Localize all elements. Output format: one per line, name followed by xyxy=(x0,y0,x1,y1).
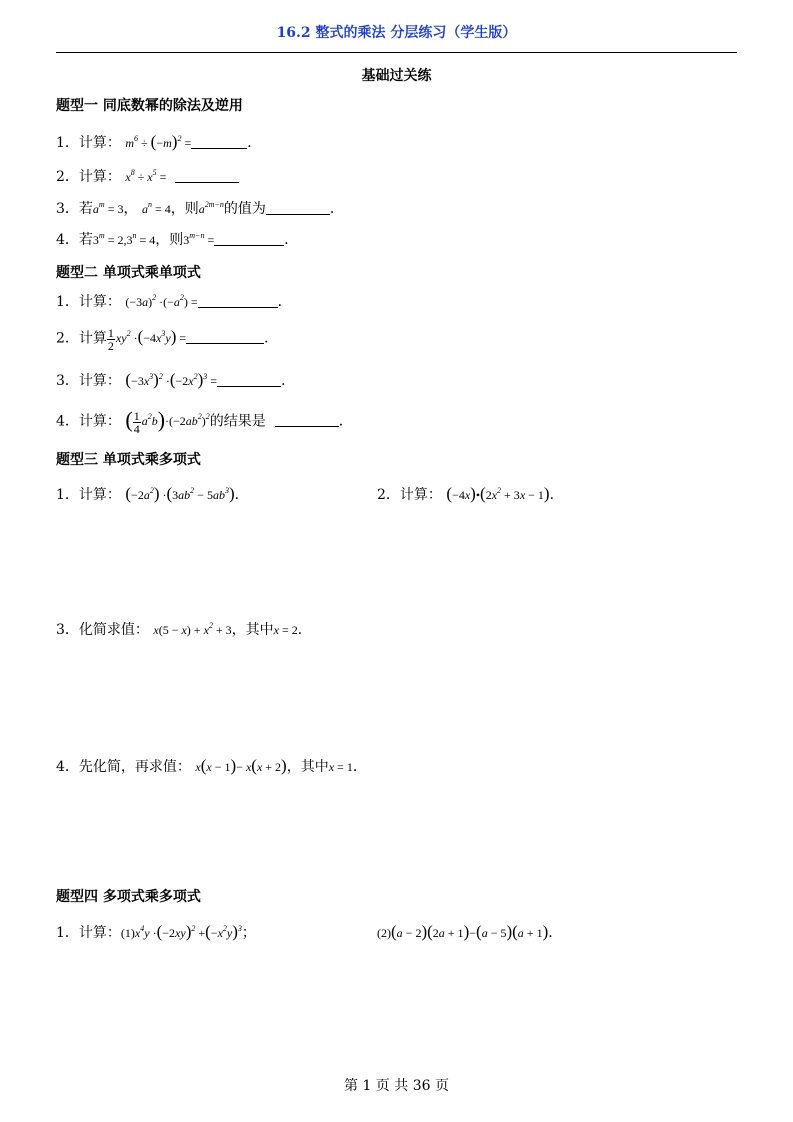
question-number: 3． xyxy=(56,373,79,389)
part-label: (1) xyxy=(120,926,135,940)
math-expression: x = 2 xyxy=(273,623,298,637)
math-expression: $a^{2m-n}$ xyxy=(198,200,224,216)
t3-question-3: 3．化简求值： $x(5 - x) + x^2 + 3$，其中x = 2． xyxy=(56,621,312,638)
section-title: 基础过关练 xyxy=(361,68,432,84)
math-expression: $(-4x)•(2x^2 + 3x - 1)$ xyxy=(446,484,550,503)
t3-question-2: 2．计算： $(-4x)•(2x^2 + 3x - 1)$． xyxy=(377,484,564,503)
answer-blank[interactable] xyxy=(186,329,264,344)
t2-question-2: 2．计算 $\frac{1}{2}$ $xy^2 \cdot(-4x^3y)$ = ． xyxy=(56,326,279,353)
answer-blank[interactable] xyxy=(266,200,330,215)
question-lead: 计算 xyxy=(78,330,107,347)
t2-question-4: 4．计算： ( $\frac{1}{4}$ $a^2b)\cdot(-2ab^2)^2$的结果是 ． xyxy=(56,407,353,436)
math-expression: x(x − 1)− x(x + 2) xyxy=(195,756,287,775)
t3-question-1: 1．计算： $(-2a^2) \cdot(3ab^2 - 5ab^3)$． xyxy=(56,484,249,503)
part-label: (2) xyxy=(377,926,391,940)
math-expression: $a^m = 3$ xyxy=(92,200,124,216)
t4-question-1-part-2: (2)(a − 2)(2a + 1)−(a − 5)(a + 1)． xyxy=(377,922,563,941)
question-number: 3． xyxy=(56,201,79,217)
answer-blank[interactable] xyxy=(191,134,247,149)
question-text: ，则 xyxy=(155,232,184,248)
question-lead: 若 xyxy=(78,232,93,248)
question-text: ， xyxy=(123,201,138,217)
question-number: 2． xyxy=(56,169,79,185)
question-text: 的结果是 xyxy=(209,413,266,430)
t3-question-4: 4．先化简，再求值： x(x − 1)− x(x + 2)，其中x = 1． xyxy=(56,756,367,775)
answer-blank[interactable] xyxy=(198,293,278,308)
question-number: 1． xyxy=(56,135,79,151)
fraction-one-quarter: $\frac{1}{4}$ xyxy=(133,409,140,436)
page-footer: 第 1 页 共 36 页 xyxy=(344,1078,449,1094)
question-lead: 计算： xyxy=(399,487,442,503)
question-lead: 计算： xyxy=(78,925,121,941)
t1-question-3: 3．若$a^m = 3$， $a^n = 4$，则$a^{2m-n}$的值为 ． xyxy=(56,200,344,217)
math-expression: $(-3x^3)^2 \cdot(-2x^2)^3$ = xyxy=(125,370,218,389)
question-lead: 计算： xyxy=(78,487,121,503)
math-expression: (a − 2)(2a + 1)−(a − 5)(a + 1) xyxy=(391,922,549,941)
math-expression: x = 1 xyxy=(328,760,353,774)
question-lead: 化简求值： xyxy=(78,622,149,638)
answer-blank[interactable] xyxy=(214,231,284,246)
math-expression: $x^4y \cdot(-2xy)^2 +(-x^2y)^3$ xyxy=(134,922,242,941)
math-expression: $3^m = 2,3^n = 4$ xyxy=(92,231,156,247)
question-type-3: 题型三 单项式乘多项式 xyxy=(56,452,201,468)
question-number: 3． xyxy=(56,622,79,638)
t1-question-2 xyxy=(56,167,239,187)
t1-question-4: 4．若$3^m = 2,3^n = 4$，则$3^{m-n}$ = ． xyxy=(56,231,299,248)
answer-blank[interactable] xyxy=(217,372,281,387)
question-lead: 计算： xyxy=(78,413,121,430)
question-text: ，其中 xyxy=(286,759,329,775)
question-type-4: 题型四 多项式乘多项式 xyxy=(56,889,201,905)
math-expression: ( $\frac{1}{4}$ $a^2b)\cdot(-2ab^2)^2$ xyxy=(125,407,210,436)
math-expression: $x^8 \div x^5$ = xyxy=(125,168,167,184)
math-expression: $x(5 - x) + x^2 + 3$ xyxy=(153,621,232,637)
question-number: 1． xyxy=(56,925,79,941)
question-lead: 计算： xyxy=(78,373,121,389)
math-expression: $\frac{1}{2}$ $xy^2 \cdot(-4x^3y)$ = xyxy=(107,326,187,353)
t4-question-1: 1．计算：$(1)x^4y \cdot(-2xy)^2 +(-x^2y)^3$； xyxy=(56,922,256,941)
header-divider xyxy=(56,52,737,53)
math-expression: $(-2a^2) \cdot(3ab^2 - 5ab^3)$ xyxy=(125,484,235,503)
question-number: 1． xyxy=(56,294,79,310)
question-lead: 先化简，再求值： xyxy=(78,759,191,775)
math-expression: $m^6 \div (-m)^2$ = xyxy=(125,132,192,151)
question-lead: 计算： xyxy=(78,169,121,185)
t2-question-3: 3．计算： $(-3x^3)^2 \cdot(-2x^2)^3$ = ． xyxy=(56,370,296,389)
question-number: 2． xyxy=(56,330,79,347)
question-number: 1． xyxy=(56,487,79,503)
question-lead: 计算： xyxy=(78,135,121,151)
question-type-2: 题型二 单项式乘单项式 xyxy=(56,265,201,281)
t1-question-1: 1．计算： $m^6 \div (-m)^2$ = ． xyxy=(56,132,262,151)
question-text: ，其中 xyxy=(231,622,274,638)
fraction-one-half: $\frac{1}{2}$ xyxy=(107,326,114,353)
question-number: 4． xyxy=(56,759,79,775)
math-expression: $a^n = 4$ xyxy=(141,200,171,216)
question-number: 4． xyxy=(56,413,79,430)
answer-blank[interactable] xyxy=(175,168,239,183)
header-title: 16.2 整式的乘法 分层练习（学生版） xyxy=(276,25,517,41)
question-text: ，则 xyxy=(170,201,199,217)
math-expression: $(-3a)^2 \cdot(-a^2)$ = xyxy=(125,293,198,309)
question-lead: 计算： xyxy=(78,294,121,310)
question-text: 的值为 xyxy=(223,201,266,217)
question-number: 2． xyxy=(377,487,400,503)
question-lead: 若 xyxy=(78,201,93,217)
question-type-1: 题型一 同底数幂的除法及逆用 xyxy=(56,98,243,114)
question-number: 4． xyxy=(56,232,79,248)
answer-blank[interactable] xyxy=(275,412,339,427)
math-expression: $3^{m-n}$ = xyxy=(183,231,215,247)
t2-question-1: 1．计算： $(-3a)^2 \cdot(-a^2)$ = ． xyxy=(56,293,292,310)
